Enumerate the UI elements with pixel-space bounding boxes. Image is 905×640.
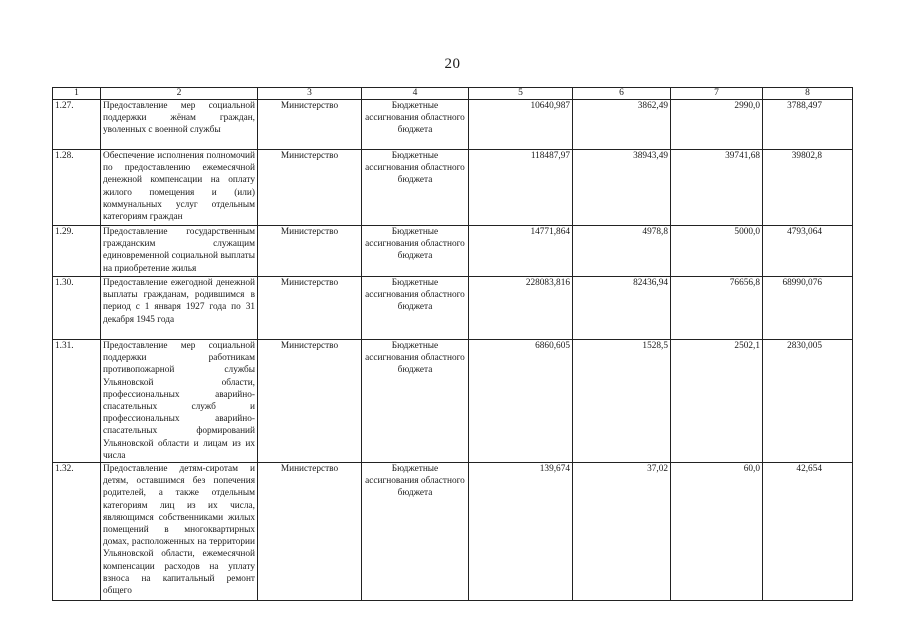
total-value: 6860,605: [469, 340, 573, 463]
row-number: 1.30.: [53, 277, 101, 340]
total-value: 228083,816: [469, 277, 573, 340]
year1-value: 1528,5: [573, 340, 671, 463]
year2-value: 5000,0: [671, 226, 763, 277]
column-header: 2: [101, 88, 258, 100]
funding-source: Бюджетные ассигнования областного бюджета: [362, 340, 469, 463]
year2-value: 2502,1: [671, 340, 763, 463]
year2-value: 39741,68: [671, 150, 763, 226]
executor: Министерство: [258, 100, 362, 150]
funding-source: Бюджетные ассигнования областного бюджета: [362, 100, 469, 150]
column-header: 3: [258, 88, 362, 100]
table-row: [53, 150, 853, 226]
column-header: 1: [53, 88, 101, 100]
total-value: 10640,987: [469, 100, 573, 150]
executor: Министерство: [258, 150, 362, 226]
year3-value: 3788,497: [763, 100, 853, 150]
year3-value: 42,654: [763, 463, 853, 601]
table-row: [53, 226, 853, 277]
measure-name: Предоставление ежегодной денежной выплаты гражданам, родившимся в период с 1 января 1927 года по 31 декабря 1945 года: [101, 277, 258, 340]
executor: Министерство: [258, 463, 362, 601]
table-row: [53, 340, 853, 463]
year1-value: 3862,49: [573, 100, 671, 150]
column-header: 8: [763, 88, 853, 100]
funding-source: Бюджетные ассигнования областного бюджета: [362, 150, 469, 226]
year2-value: 60,0: [671, 463, 763, 601]
table-row: [53, 463, 853, 601]
funding-source: Бюджетные ассигнования областного бюджета: [362, 463, 469, 601]
measure-name: Предоставление государственным гражданским служащим единовременной социальной выплаты на приобретение жилья: [101, 226, 258, 277]
row-number: 1.31.: [53, 340, 101, 463]
year3-value: 68990,076: [763, 277, 853, 340]
executor: Министерство: [258, 340, 362, 463]
row-number: 1.32.: [53, 463, 101, 601]
funding-source: Бюджетные ассигнования областного бюджета: [362, 277, 469, 340]
year2-value: 2990,0: [671, 100, 763, 150]
column-header: 6: [573, 88, 671, 100]
page-number: 20: [444, 56, 461, 72]
year1-value: 38943,49: [573, 150, 671, 226]
year3-value: 4793,064: [763, 226, 853, 277]
total-value: 14771,864: [469, 226, 573, 277]
measure-name: Предоставление мер социальной поддержки работникам противопожарной службы Ульяновской области, профессиональных аварийно-спасательных служб и профессиональных аварийно-спасательных формирований Ульяновской области и лицам из их числа: [101, 340, 258, 463]
funding-source: Бюджетные ассигнования областного бюджета: [362, 226, 469, 277]
measure-name: Обеспечение исполнения полномочий по предоставлению ежемесячной денежной компенсации на оплату жилого помещения и (или) коммунальных услуг отдельным категориям граждан: [101, 150, 258, 226]
year3-value: 2830,005: [763, 340, 853, 463]
measure-name: Предоставление мер социальной поддержки жёнам граждан, уволенных с военной службы: [101, 100, 258, 150]
year1-value: 37,02: [573, 463, 671, 601]
table-header-row: [53, 88, 853, 100]
year1-value: 82436,94: [573, 277, 671, 340]
row-number: 1.29.: [53, 226, 101, 277]
column-header: 7: [671, 88, 763, 100]
row-number: 1.28.: [53, 150, 101, 226]
total-value: 118487,97: [469, 150, 573, 226]
year1-value: 4978,8: [573, 226, 671, 277]
table-row: [53, 100, 853, 150]
table-row: [53, 277, 853, 340]
budget-table: [52, 87, 853, 601]
year3-value: 39802,8: [763, 150, 853, 226]
total-value: 139,674: [469, 463, 573, 601]
column-header: 4: [362, 88, 469, 100]
column-header: 5: [469, 88, 573, 100]
row-number: 1.27.: [53, 100, 101, 150]
measure-name: Предоставление детям-сиротам и детям, оставшимся без попечения родителей, а также отдельным категориям лиц из их числа, являющимся собственниками жилых помещений в многоквартирных домах, расположенных на территории Ульяновской области, ежемесячной компенсации расходов на уплату взноса на капитальный ремонт общего: [101, 463, 258, 601]
executor: Министерство: [258, 277, 362, 340]
executor: Министерство: [258, 226, 362, 277]
year2-value: 76656,8: [671, 277, 763, 340]
